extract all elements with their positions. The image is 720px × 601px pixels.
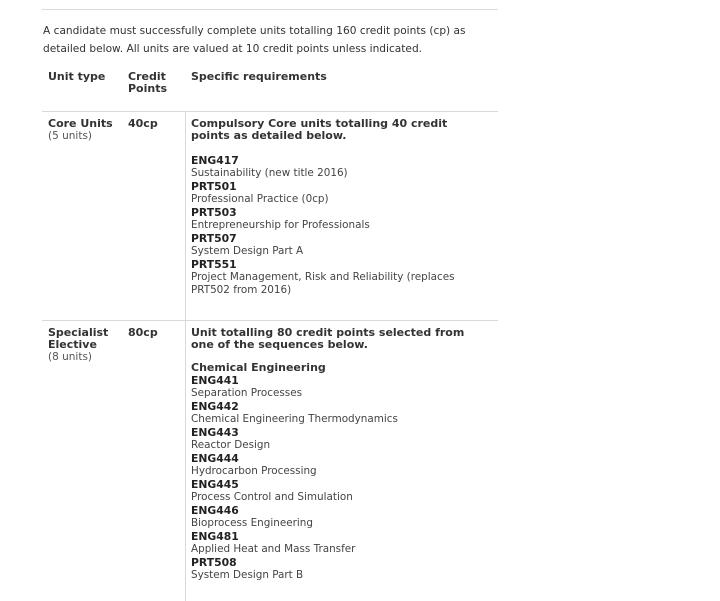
table-row — [42, 111, 498, 320]
requirements-cell — [186, 112, 498, 320]
unit-name: Bioprocess Engineering — [191, 517, 313, 529]
unit-name: Chemical Engineering Thermodynamics — [191, 413, 398, 425]
unit-code: PRT501 — [191, 180, 237, 193]
unit-name: System Design Part B — [191, 569, 304, 581]
unit-code: ENG442 — [191, 400, 239, 413]
intro-paragraph: A candidate must successfully complete units totalling 160 credit points (cp) as detailed below. All units are valued at 10 credit points unless indicated. — [43, 25, 466, 55]
unit-code: PRT507 — [191, 232, 237, 245]
credit-value: 40cp — [128, 117, 158, 130]
unit-name: Reactor Design — [191, 439, 271, 451]
requirement-summary: Unit totalling 80 credit points selected from one of the sequences below. — [191, 326, 465, 351]
unit-code: ENG441 — [191, 374, 239, 387]
unit-name: Entrepreneurship for Professionals — [191, 219, 370, 231]
unit-type-count: (5 units) — [48, 130, 93, 142]
header-unit-type: Unit type — [48, 70, 106, 83]
unit-type-cell — [42, 321, 124, 601]
header-specific-requirements: Specific requirements — [191, 70, 327, 83]
credit-cell — [124, 321, 186, 601]
unit-code: PRT508 — [191, 556, 237, 569]
requirements-cell — [186, 321, 498, 601]
unit-type-name: Specialist Elective — [48, 326, 109, 351]
unit-code: PRT551 — [191, 258, 237, 271]
table-row — [42, 320, 498, 601]
unit-name: Project Management, Risk and Reliability (replaces PRT502 from 2016) — [191, 271, 455, 296]
unit-name: Professional Practice (0cp) — [191, 193, 329, 205]
unit-type-name: Core Units — [48, 117, 113, 130]
unit-name: Separation Processes — [191, 387, 303, 399]
credit-cell — [124, 112, 186, 320]
unit-type-cell — [42, 112, 124, 320]
unit-name: Applied Heat and Mass Transfer — [191, 543, 356, 555]
unit-code: ENG446 — [191, 504, 239, 517]
unit-code: PRT503 — [191, 206, 237, 219]
unit-type-count: (8 units) — [48, 351, 93, 363]
unit-code: ENG445 — [191, 478, 239, 491]
table-header-row — [42, 65, 498, 111]
sequence-title: Chemical Engineering — [191, 361, 326, 374]
unit-code: ENG417 — [191, 154, 239, 167]
header-credit-points: Credit Points — [128, 70, 168, 95]
requirements-table — [42, 65, 498, 601]
unit-name: Sustainability (new title 2016) — [191, 167, 348, 179]
unit-code: ENG444 — [191, 452, 239, 465]
unit-name: Process Control and Simulation — [191, 491, 353, 503]
requirement-summary: Compulsory Core units totalling 40 credit points as detailed below. — [191, 117, 448, 142]
unit-name: System Design Part A — [191, 245, 304, 257]
unit-code: ENG443 — [191, 426, 239, 439]
top-divider — [42, 9, 498, 10]
credit-value: 80cp — [128, 326, 158, 339]
unit-code: ENG481 — [191, 530, 239, 543]
unit-name: Hydrocarbon Processing — [191, 465, 317, 477]
